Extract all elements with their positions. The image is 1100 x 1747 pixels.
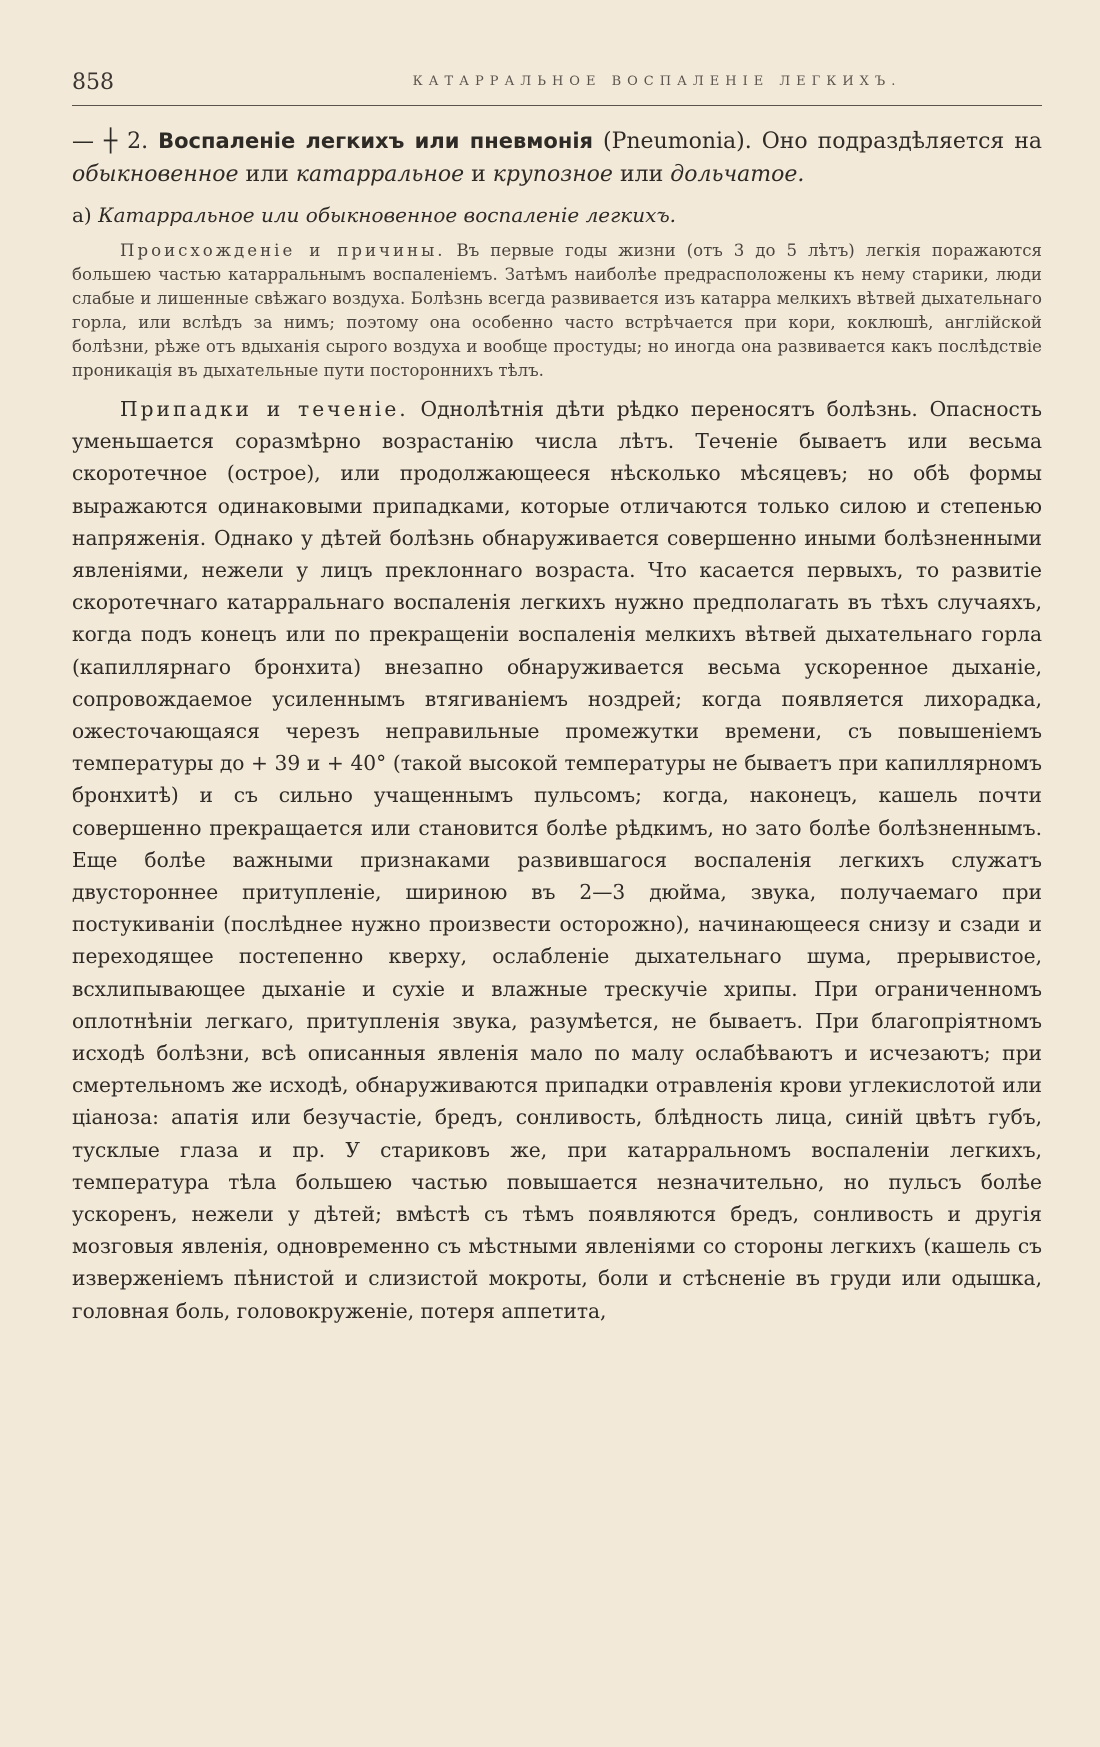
subsection-label: а) — [72, 203, 92, 227]
section-heading — [72, 125, 1042, 191]
section-italic-term: дольчатое. — [670, 162, 805, 187]
section-latin: (Pneumonia). — [602, 129, 752, 154]
origin-label: Происхожденіе и причины. — [120, 241, 446, 260]
page-header — [72, 64, 1042, 100]
section-italic-term: крупозное — [492, 162, 613, 187]
header-rule — [72, 105, 1042, 106]
origin-text: Въ первые годы жизни (отъ 3 до 5 лѣтъ) легкія поражаются большею частью катарральнымъ воспаленіемъ. Затѣмъ наиболѣе предрасположены къ нему старики, люди слабые и лишенные свѣжаго воздуха. Болѣзнь всегда развивается изъ катарра мелкихъ вѣтвей дыхательнаго горла, или вслѣдъ за нимъ; поэтому она особенно часто встрѣчается при кори, коклюшѣ, англійской болѣзни, рѣже отъ вдыханія сырого воздуха и вообще простуды; но иногда она развивается какъ послѣдствіе проникація въ дыхательные пути постороннихъ тѣлъ. — [72, 241, 1042, 380]
section-italic-term: обыкновенное — [72, 162, 239, 187]
page-number: 858 — [72, 70, 114, 95]
section-title: Воспаленіе легкихъ или пневмонія — [158, 129, 594, 153]
symptoms-label: Припадки и теченіе. — [120, 397, 409, 421]
section-number: — ┼ 2. — [72, 129, 149, 154]
section-text: или — [619, 162, 664, 187]
section-text: или — [245, 162, 289, 187]
page-body — [72, 125, 1042, 1327]
subsection-heading — [72, 199, 1042, 231]
section-text: Оно подраздѣляется на — [761, 129, 1043, 154]
origin-paragraph — [72, 239, 1042, 383]
section-text: и — [471, 162, 486, 187]
symptoms-text: Однолѣтнія дѣти рѣдко переносятъ болѣзнь. Опасность уменьшается соразмѣрно возрастанію числа лѣтъ. Теченіе бываетъ или весьма скоротечное (острое), или продолжающееся нѣсколько мѣсяцевъ; но обѣ формы выражаются одинаковыми припадками, которые отличаются только силою и степенью напряженія. Однако у дѣтей болѣзнь обнаруживается совершенно иными болѣзненными явленіями, нежели у лицъ преклоннаго возраста. Что касается первыхъ, то развитіе скоротечнаго катарральнаго воспаленія легкихъ нужно предполагать въ тѣхъ случаяхъ, когда подъ конецъ или по прекращеніи воспаленія мелкихъ вѣтвей дыхательнаго горла (капиллярнаго бронхита) внезапно обнаруживается весьма ускоренное дыханіе, сопровождаемое усиленнымъ втягиваніемъ ноздрей; когда появляется лихорадка, ожесточающаяся черезъ неправильные промежутки времени, съ повышеніемъ температуры до + 39 и + 40° (такой высокой температуры не бываетъ при капиллярномъ бронхитѣ) и съ сильно учащеннымъ пульсомъ; когда, наконецъ, кашель почти совершенно прекращается или становится болѣе рѣдкимъ, но зато болѣе болѣзненнымъ. Еще болѣе важными признаками развившагося воспаленія легкихъ служатъ двустороннее притупленіе, шириною въ 2—3 дюйма, звука, получаемаго при постукиваніи (послѣднее нужно произвести осторожно), начинающееся снизу и сзади и переходящее постепенно кверху, ослабленіе дыхательнаго шума, прерывистое, всхлипывающее дыханіе и сухіе и влажные трескучіе хрипы. При ограниченномъ оплотнѣніи легкаго, притупленія звука, разумѣется, не бываетъ. При благопріятномъ исходѣ болѣзни, всѣ описанныя явленія мало по малу ослабѣваютъ и исчезаютъ; при смертельномъ же исходѣ, обнаруживаются припадки отравленія крови углекислотой или ціаноза: апатія или безучастіе, бредъ, сонливость, блѣдность лица, синій цвѣтъ губъ, тусклые глаза и пр. У стариковъ же, при катарральномъ воспаленіи легкихъ, температура тѣла большею частью повышается незначительно, но пульсъ болѣе ускоренъ, нежели у дѣтей; вмѣстѣ съ тѣмъ появляются бредъ, сонливость и другія мозговыя явленія, одновременно съ мѣстными явленіями со стороны легкихъ (кашель съ изверженіемъ пѣнистой и слизистой мокроты, боли и стѣсненіе въ груди или одышка, головная боль, головокруженіе, потеря аппетита, — [72, 397, 1043, 1323]
subsection-title: Катарральное или обыкновенное воспаленіе легкихъ. — [98, 203, 677, 227]
section-italic-term: катарральное — [295, 162, 465, 187]
symptoms-paragraph — [72, 393, 1042, 1327]
running-title: КАТАРРАЛЬНОЕ ВОСПАЛЕНІЕ ЛЕГКИХЪ. — [412, 74, 902, 89]
